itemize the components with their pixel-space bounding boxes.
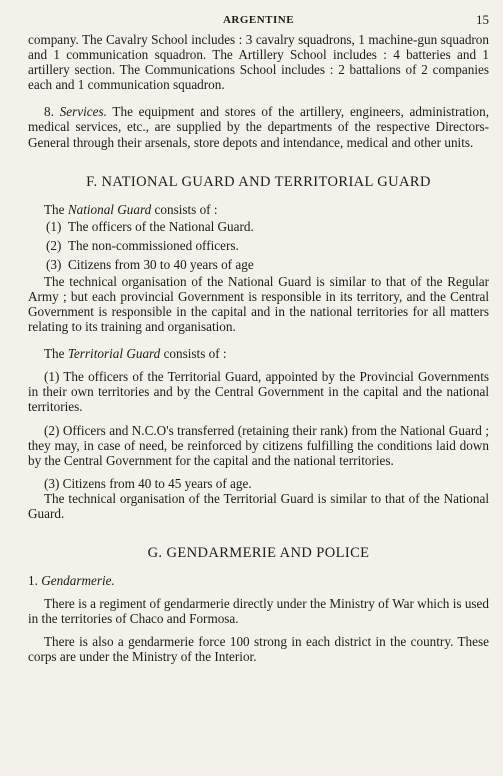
ng-item-number: (1) — [46, 218, 62, 234]
paragraph-territorial-guard: The technical organisation of the Territorial Guard is similar to that of the National Guard. — [28, 490, 489, 521]
gendarmerie-number: 1. — [28, 573, 38, 589]
paragraph-gendarmerie-1: There is a regiment of gendarmerie directly under the Ministry of War which is used in the territories of Chaco and Formosa. — [28, 596, 489, 627]
tg-intro-emphasis: Territorial Guard — [67, 346, 161, 362]
ng-item-text: The non-commissioned officers. — [68, 237, 239, 253]
tg-item-3: (3) Citizens from 40 to 45 years of age. — [44, 475, 252, 491]
gendarmerie-subheading — [28, 573, 489, 588]
ng-item-text: Citizens from 30 to 40 years of age — [68, 256, 254, 272]
page-number: 15 — [476, 12, 489, 27]
paragraph-services — [28, 104, 489, 149]
ng-list-item — [28, 255, 489, 274]
paragraph-schools: company. The Cavalry School includes : 3 cavalry squadrons, 1 machine-gun squadron and 1 communication squadron. The Artillery School includes : 4 batteries and 1 artillery section. The Communications School includes : 2 battalions of 2 companies each and 1 communication squadron. — [28, 32, 489, 93]
services-heading: Services. — [59, 104, 107, 120]
ng-item-text: The officers of the National Guard. — [68, 218, 254, 234]
gendarmerie-title: Gendarmerie. — [41, 573, 115, 589]
ng-item-number: (2) — [46, 237, 62, 253]
ng-intro-pre: The — [44, 201, 68, 217]
territorial-guard-intro — [28, 346, 489, 361]
running-head — [28, 10, 489, 32]
tg-item-2: (2) Officers and N.C.O's transferred (retaining their rank) from the National Guard ; they may, in case of need, be reinforced by citizens fulfilling the conditions laid down by the Central Government for the capital and the national territories. — [28, 422, 489, 468]
ng-item-number: (3) — [46, 256, 62, 272]
section-g-heading: G. GENDARMERIE AND POLICE — [147, 545, 370, 562]
services-text: The equipment and stores of the artillery, engineers, administration, medical services, etc., are supplied by the departments of the respective Directors-General through their arsenals, store depots and intendance, medical and other units. — [28, 104, 490, 150]
ng-intro-emphasis: National Guard — [67, 201, 152, 217]
ng-list-item — [28, 236, 489, 255]
paragraph-gendarmerie-2: There is also a gendarmerie force 100 strong in each district in the country. These corps are under the Ministry of the Interior. — [28, 634, 489, 665]
services-number: 8. — [44, 104, 54, 120]
tg-intro-post: consists of : — [160, 346, 227, 362]
national-guard-intro — [28, 202, 489, 217]
paragraph-national-guard: The technical organisation of the National Guard is similar to that of the Regular Army ; but each provincial Government is responsible in its territory, and the Central Government is responsible in the capital and in the national territories for all matters relating to its training and organisation. — [28, 273, 489, 335]
ng-list-item — [28, 217, 489, 236]
tg-item-1: (1) The officers of the Territorial Guard, appointed by the Provincial Governments in their own territories and by the Central Government in the capital and the national territories. — [28, 369, 489, 415]
tg-intro-pre: The — [44, 346, 68, 362]
ng-intro-post: consists of : — [151, 201, 218, 217]
section-f-heading: F. NATIONAL GUARD AND TERRITORIAL GUARD — [86, 173, 431, 190]
running-head-title: ARGENTINE — [222, 14, 295, 26]
